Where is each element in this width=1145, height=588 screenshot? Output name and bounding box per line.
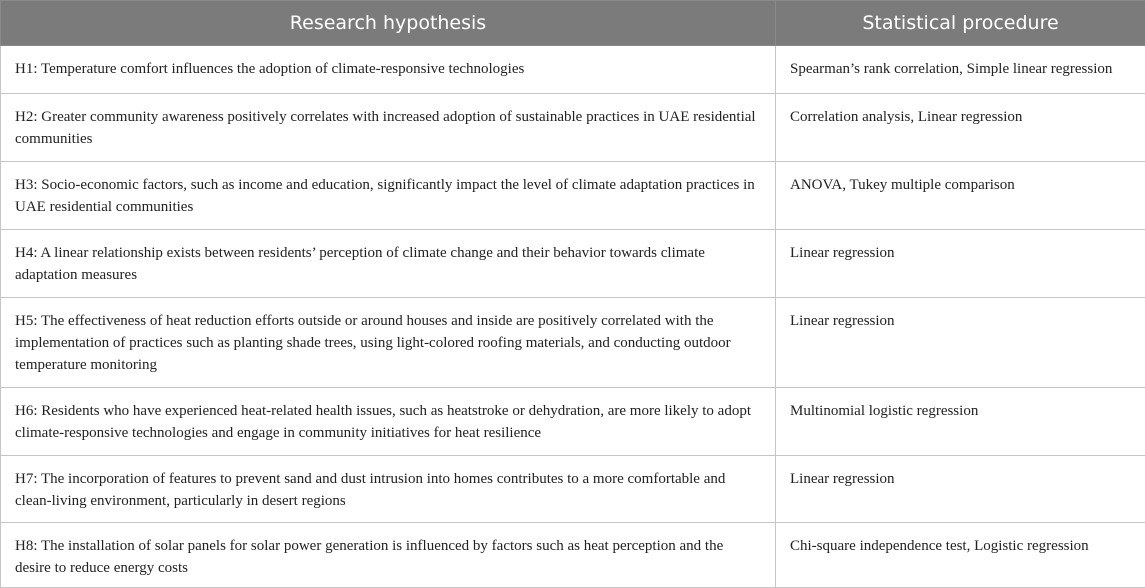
- hypothesis-cell: H5: The effectiveness of heat reduction efforts outside or around houses and inside are positively correlated with the implementation of practices such as planting shade trees, using light-colored roofing materials, and conducting outdoor temperature monitoring: [1, 298, 776, 388]
- procedure-cell: Linear regression: [776, 230, 1145, 298]
- procedure-cell: Linear regression: [776, 298, 1145, 388]
- procedure-cell: Correlation analysis, Linear regression: [776, 94, 1145, 162]
- procedure-cell: Multinomial logistic regression: [776, 388, 1145, 456]
- table-row: [1, 523, 1145, 588]
- procedure-cell: Spearman’s rank correlation, Simple linear regression: [776, 46, 1145, 94]
- hypothesis-cell: H1: Temperature comfort influences the adoption of climate-responsive technologies: [1, 46, 776, 94]
- hypothesis-cell: H4: A linear relationship exists between residents’ perception of climate change and their behavior towards climate adaptation measures: [1, 230, 776, 298]
- table-row: [1, 230, 1145, 298]
- table-row: [1, 94, 1145, 162]
- table-row: [1, 46, 1145, 94]
- hypothesis-cell: H2: Greater community awareness positively correlates with increased adoption of sustainable practices in UAE residential communities: [1, 94, 776, 162]
- table-row: [1, 388, 1145, 456]
- procedure-cell: ANOVA, Tukey multiple comparison: [776, 162, 1145, 230]
- hypothesis-cell: H3: Socio-economic factors, such as income and education, significantly impact the level of climate adaptation practices in UAE residential communities: [1, 162, 776, 230]
- hypothesis-cell: H7: The incorporation of features to prevent sand and dust intrusion into homes contributes to a more comfortable and clean-living environment, particularly in desert regions: [1, 456, 776, 523]
- header-research-hypothesis: Research hypothesis: [1, 1, 776, 46]
- hypothesis-cell: H6: Residents who have experienced heat-related health issues, such as heatstroke or dehydration, are more likely to adopt climate-responsive technologies and engage in community initiatives for heat resilience: [1, 388, 776, 456]
- header-row: [1, 1, 1145, 46]
- table-row: [1, 298, 1145, 388]
- table-row: [1, 162, 1145, 230]
- table-row: [1, 456, 1145, 523]
- procedure-cell: Chi-square independence test, Logistic regression: [776, 523, 1145, 588]
- hypothesis-cell: H8: The installation of solar panels for solar power generation is influenced by factors such as heat perception and the desire to reduce energy costs: [1, 523, 776, 588]
- header-statistical-procedure: Statistical procedure: [776, 1, 1145, 46]
- procedure-cell: Linear regression: [776, 456, 1145, 523]
